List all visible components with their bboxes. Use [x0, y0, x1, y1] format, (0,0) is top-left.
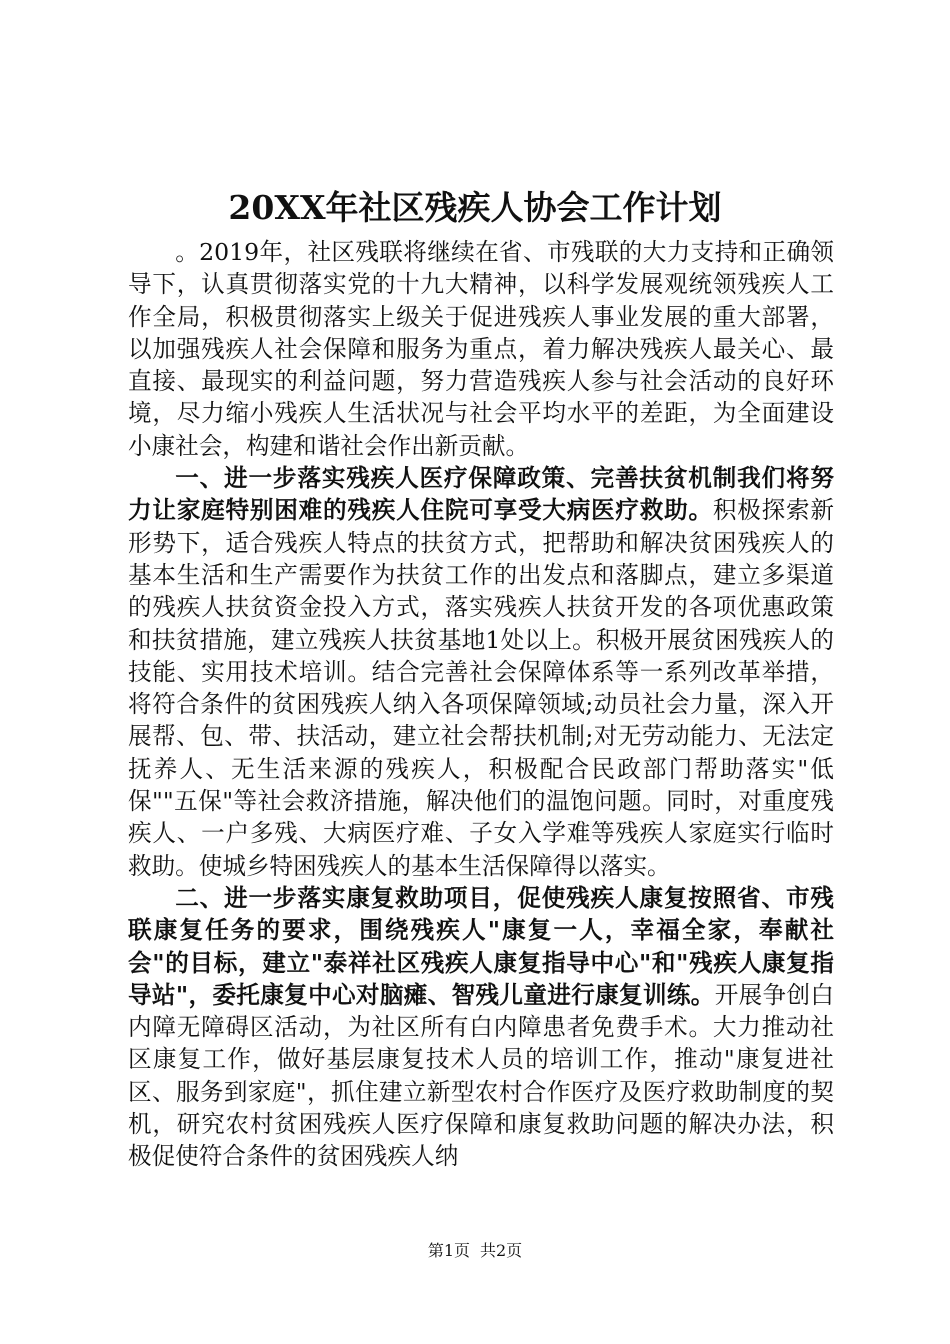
paragraph-lead: 一、进一步落实残疾人医疗保障政策、完善扶贫机制我们将努力让家庭特别困难的残疾人住院可享受大病医疗救助。	[128, 464, 834, 525]
document-body	[128, 236, 834, 1173]
paragraph-text: 积极探索新形势下，适合残疾人特点的扶贫方式，把帮助和解决贫困残疾人的基本生活和生产需要作为扶贫工作的出发点和落脚点，建立多渠道的残疾人扶贫资金投入方式，落实残疾人扶贫开发的各项优惠政策和扶贫措施，建立残疾人扶贫基地1处以上。积极开展贫困残疾人的技能、实用技术培训。结合完善社会保障体系等一系列改革举措，将符合条件的贫困残疾人纳入各项保障领域;动员社会力量，深入开展帮、包、带、扶活动，建立社会帮扶机制;对无劳动能力、无法定抚养人、无生活来源的残疾人，积极配合民政部门帮助落实"低保""五保"等社会救济措施，解决他们的温饱问题。同时，对重度残疾人、一户多残、大病医疗难、子女入学难等残疾人家庭实行临时救助。使城乡特困残疾人的基本生活保障得以落实。	[128, 496, 835, 880]
paragraph-lead: 二、进一步落实康复救助项目，促使残疾人康复按照省、市残联康复任务的要求，围绕残疾人"康复一人，幸福全家，奉献社会"的目标，建立"泰祥社区残疾人康复指导中心"和"残疾人康复指导站"，委托康复中心对脑瘫、智残儿童进行康复训练。	[128, 883, 834, 1009]
page-footer	[0, 1240, 950, 1262]
paragraph-text: 。2019年，社区残联将继续在省、市残联的大力支持和正确领导下，认真贯彻落实党的十九大精神，以科学发展观统领残疾人工作全局，积极贯彻落实上级关于促进残疾人事业发展的重大部署，以加强残疾人社会保障和服务为重点，着力解决残疾人最关心、最直接、最现实的利益问题，努力营造残疾人参与社会活动的良好环境，尽力缩小残疾人生活状况与社会平均水平的差距，为全面建设小康社会，构建和谐社会作出新贡献。	[128, 238, 834, 460]
paragraph-section-2	[128, 882, 834, 1173]
paragraph-intro	[128, 236, 834, 462]
paragraph-text: 开展争创白内障无障碍区活动，为社区所有白内障患者免费手术。大力推动社区康复工作，做好基层康复技术人员的培训工作，推动"康复进社区、服务到家庭"，抓住建立新型农村合作医疗及医疗救助制度的契机，研究农村贫困残疾人医疗保障和康复救助问题的解决办法，积极促使符合条件的贫困残疾人纳	[128, 980, 834, 1171]
document-title: 20XX年社区残疾人协会工作计划	[228, 188, 722, 227]
page-number: 第1页	[427, 1241, 470, 1260]
paragraph-section-1	[128, 462, 834, 882]
page-total: 共2页	[480, 1241, 523, 1260]
